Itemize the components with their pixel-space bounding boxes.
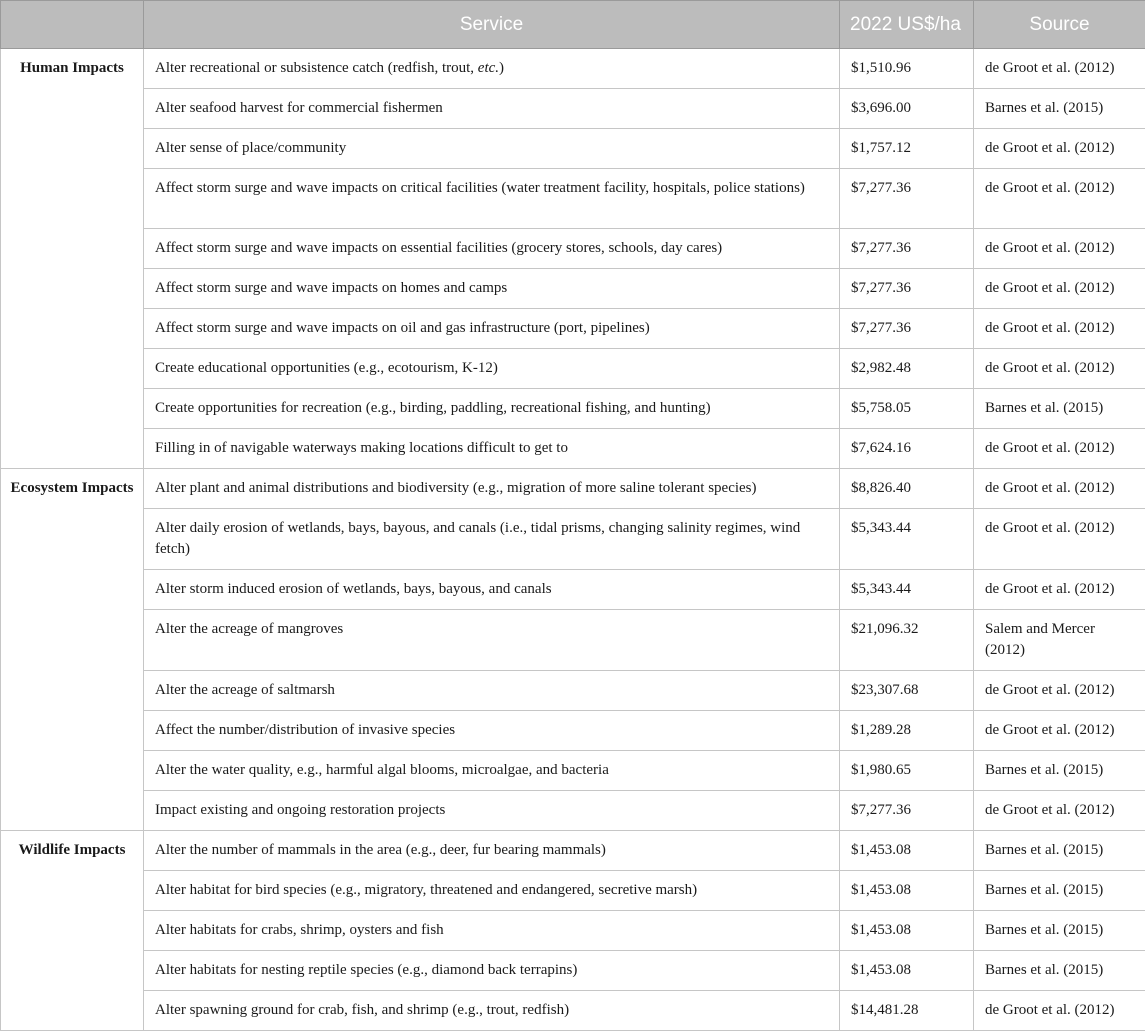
source-cell: de Groot et al. (2012) — [974, 711, 1145, 751]
table-row — [1, 911, 1145, 951]
table-row — [1, 570, 1145, 610]
table-row — [1, 129, 1145, 169]
service-cell: Affect the number/distribution of invasive species — [144, 711, 840, 751]
table-row — [1, 991, 1145, 1031]
source-cell: Barnes et al. (2015) — [974, 951, 1145, 991]
service-cell: Alter daily erosion of wetlands, bays, bayous, and canals (i.e., tidal prisms, changing salinity regimes, wind fetch) — [144, 509, 840, 570]
table-row — [1, 831, 1145, 871]
service-cell: Alter the number of mammals in the area (e.g., deer, fur bearing mammals) — [144, 831, 840, 871]
service-cell: Alter storm induced erosion of wetlands, bays, bayous, and canals — [144, 570, 840, 610]
source-cell: de Groot et al. (2012) — [974, 469, 1145, 509]
value-cell: $7,277.36 — [840, 169, 974, 229]
header-row — [1, 1, 1145, 49]
service-cell: Filling in of navigable waterways making locations difficult to get to — [144, 429, 840, 469]
value-cell: $1,289.28 — [840, 711, 974, 751]
value-cell: $14,481.28 — [840, 991, 974, 1031]
source-cell: Barnes et al. (2015) — [974, 389, 1145, 429]
value-cell: $2,982.48 — [840, 349, 974, 389]
source-cell: Salem and Mercer (2012) — [974, 610, 1145, 671]
value-cell: $3,696.00 — [840, 89, 974, 129]
value-cell: $1,757.12 — [840, 129, 974, 169]
value-cell: $7,277.36 — [840, 309, 974, 349]
source-cell: de Groot et al. (2012) — [974, 570, 1145, 610]
source-cell: Barnes et al. (2015) — [974, 89, 1145, 129]
source-cell: de Groot et al. (2012) — [974, 129, 1145, 169]
value-cell: $7,277.36 — [840, 269, 974, 309]
service-cell: Alter spawning ground for crab, fish, and shrimp (e.g., trout, redfish) — [144, 991, 840, 1031]
service-cell: Alter seafood harvest for commercial fishermen — [144, 89, 840, 129]
category-cell: Human Impacts — [1, 49, 144, 469]
source-cell: de Groot et al. (2012) — [974, 309, 1145, 349]
value-cell: $1,453.08 — [840, 831, 974, 871]
value-cell: $8,826.40 — [840, 469, 974, 509]
table-row — [1, 49, 1145, 89]
source-cell: de Groot et al. (2012) — [974, 991, 1145, 1031]
header-service: Service — [144, 1, 840, 49]
value-cell: $7,277.36 — [840, 791, 974, 831]
service-cell: Alter plant and animal distributions and biodiversity (e.g., migration of more saline tolerant species) — [144, 469, 840, 509]
service-cell: Alter habitats for nesting reptile species (e.g., diamond back terrapins) — [144, 951, 840, 991]
service-cell: Alter the acreage of mangroves — [144, 610, 840, 671]
value-cell: $5,343.44 — [840, 570, 974, 610]
value-cell: $5,758.05 — [840, 389, 974, 429]
source-cell: de Groot et al. (2012) — [974, 229, 1145, 269]
service-cell: Alter the acreage of saltmarsh — [144, 671, 840, 711]
table-row — [1, 871, 1145, 911]
table-row — [1, 229, 1145, 269]
service-cell: Alter habitat for bird species (e.g., migratory, threatened and endangered, secretive marsh) — [144, 871, 840, 911]
table-row — [1, 429, 1145, 469]
service-cell: Affect storm surge and wave impacts on oil and gas infrastructure (port, pipelines) — [144, 309, 840, 349]
table-row — [1, 389, 1145, 429]
table-row — [1, 671, 1145, 711]
source-cell: de Groot et al. (2012) — [974, 791, 1145, 831]
source-cell: Barnes et al. (2015) — [974, 871, 1145, 911]
value-cell: $1,510.96 — [840, 49, 974, 89]
source-cell: Barnes et al. (2015) — [974, 831, 1145, 871]
table-row — [1, 610, 1145, 671]
source-cell: de Groot et al. (2012) — [974, 509, 1145, 570]
source-cell: de Groot et al. (2012) — [974, 49, 1145, 89]
service-cell: Create educational opportunities (e.g., ecotourism, K-12) — [144, 349, 840, 389]
service-cell: Create opportunities for recreation (e.g., birding, paddling, recreational fishing, and hunting) — [144, 389, 840, 429]
header-category — [1, 1, 144, 49]
value-cell: $1,453.08 — [840, 911, 974, 951]
table-row — [1, 89, 1145, 129]
header-source: Source — [974, 1, 1145, 49]
source-cell: de Groot et al. (2012) — [974, 429, 1145, 469]
table-row — [1, 751, 1145, 791]
table-row — [1, 509, 1145, 570]
value-cell: $23,307.68 — [840, 671, 974, 711]
service-cell: Alter sense of place/community — [144, 129, 840, 169]
table-row — [1, 349, 1145, 389]
service-cell: Alter recreational or subsistence catch (redfish, trout, etc.) — [144, 49, 840, 89]
value-cell: $7,277.36 — [840, 229, 974, 269]
service-cell: Alter habitats for crabs, shrimp, oysters and fish — [144, 911, 840, 951]
source-cell: de Groot et al. (2012) — [974, 169, 1145, 229]
value-cell: $1,980.65 — [840, 751, 974, 791]
service-cell: Alter the water quality, e.g., harmful algal blooms, microalgae, and bacteria — [144, 751, 840, 791]
table-row — [1, 711, 1145, 751]
service-cell: Affect storm surge and wave impacts on essential facilities (grocery stores, schools, day cares) — [144, 229, 840, 269]
value-cell: $7,624.16 — [840, 429, 974, 469]
table-row — [1, 469, 1145, 509]
header-value: 2022 US$/ha — [840, 1, 974, 49]
source-cell: Barnes et al. (2015) — [974, 751, 1145, 791]
category-cell: Ecosystem Impacts — [1, 469, 144, 831]
value-cell: $21,096.32 — [840, 610, 974, 671]
table-row — [1, 269, 1145, 309]
table-body — [1, 49, 1145, 1031]
value-cell: $5,343.44 — [840, 509, 974, 570]
service-cell: Affect storm surge and wave impacts on critical facilities (water treatment facility, hospitals, police stations) — [144, 169, 840, 229]
table-row — [1, 169, 1145, 229]
value-cell: $1,453.08 — [840, 951, 974, 991]
source-cell: Barnes et al. (2015) — [974, 911, 1145, 951]
category-cell: Wildlife Impacts — [1, 831, 144, 1031]
table-row — [1, 951, 1145, 991]
table-row — [1, 791, 1145, 831]
service-cell: Affect storm surge and wave impacts on homes and camps — [144, 269, 840, 309]
source-cell: de Groot et al. (2012) — [974, 671, 1145, 711]
value-cell: $1,453.08 — [840, 871, 974, 911]
source-cell: de Groot et al. (2012) — [974, 349, 1145, 389]
service-cell: Impact existing and ongoing restoration projects — [144, 791, 840, 831]
source-cell: de Groot et al. (2012) — [974, 269, 1145, 309]
table-row — [1, 309, 1145, 349]
